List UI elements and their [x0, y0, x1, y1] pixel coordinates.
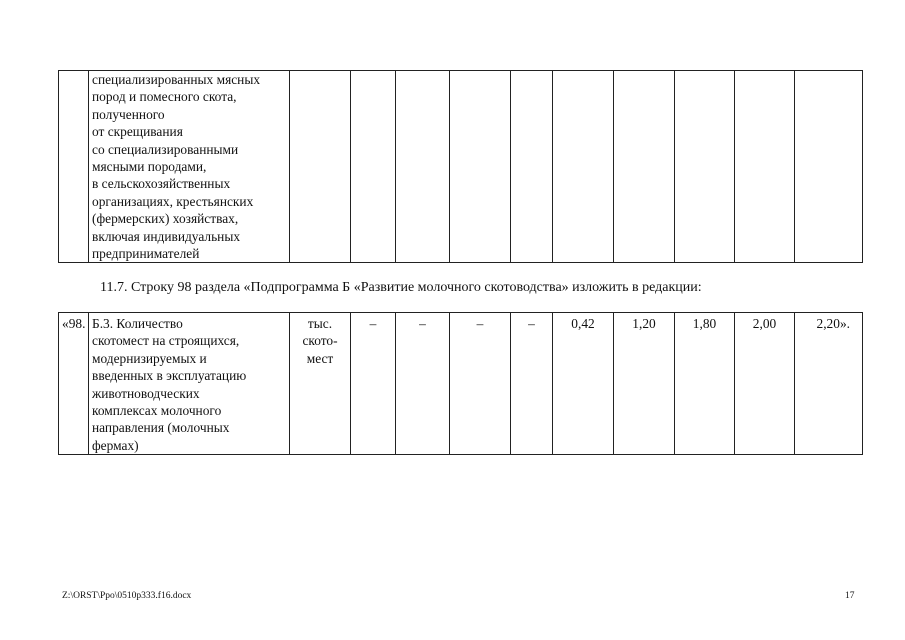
value-cell: 1,20	[614, 313, 675, 455]
table-fragment-1	[58, 70, 863, 263]
value-cell: –	[351, 313, 396, 455]
value-cell: 0,42	[553, 313, 614, 455]
row-number-cell: «98.	[59, 313, 89, 455]
page-number: 17	[845, 591, 855, 601]
value-cell: 1,80	[675, 313, 735, 455]
row-number-cell	[59, 71, 89, 263]
value-cell	[675, 71, 735, 263]
table-row	[59, 71, 863, 263]
value-cell: –	[396, 313, 450, 455]
value-cell: 2,00	[735, 313, 795, 455]
value-cell	[553, 71, 614, 263]
table-fragment-2	[58, 312, 863, 455]
row-description: специализированных мясных пород и помесного скота, полученного от скрещивания со специализированными мясными породами, в сельскохозяйственных организациях, крестьянских (фермерских) хозяйствах, включая индивидуальных предпринимателей	[89, 71, 290, 263]
value-cell: 2,20».	[795, 313, 863, 455]
value-cell: –	[511, 313, 553, 455]
footer-file-path: Z:\ORST\Ppo\0510p333.f16.docx	[62, 591, 192, 601]
value-cell	[396, 71, 450, 263]
value-cell	[735, 71, 795, 263]
unit-cell: тыс. ското- мест	[290, 313, 351, 455]
amendment-paragraph: 11.7. Строку 98 раздела «Подпрограмма Б «Развитие молочного скотоводства» изложить в редакции:	[100, 280, 702, 295]
value-cell	[614, 71, 675, 263]
table-row	[59, 313, 863, 455]
row-description: Б.3. Количество скотомест на строящихся, модернизируемых и введенных в эксплуатацию животноводческих комплексах молочного направления (молочных фермах)	[89, 313, 290, 455]
value-cell	[511, 71, 553, 263]
value-cell	[795, 71, 863, 263]
unit-cell	[290, 71, 351, 263]
value-cell	[450, 71, 511, 263]
value-cell	[351, 71, 396, 263]
value-cell: –	[450, 313, 511, 455]
